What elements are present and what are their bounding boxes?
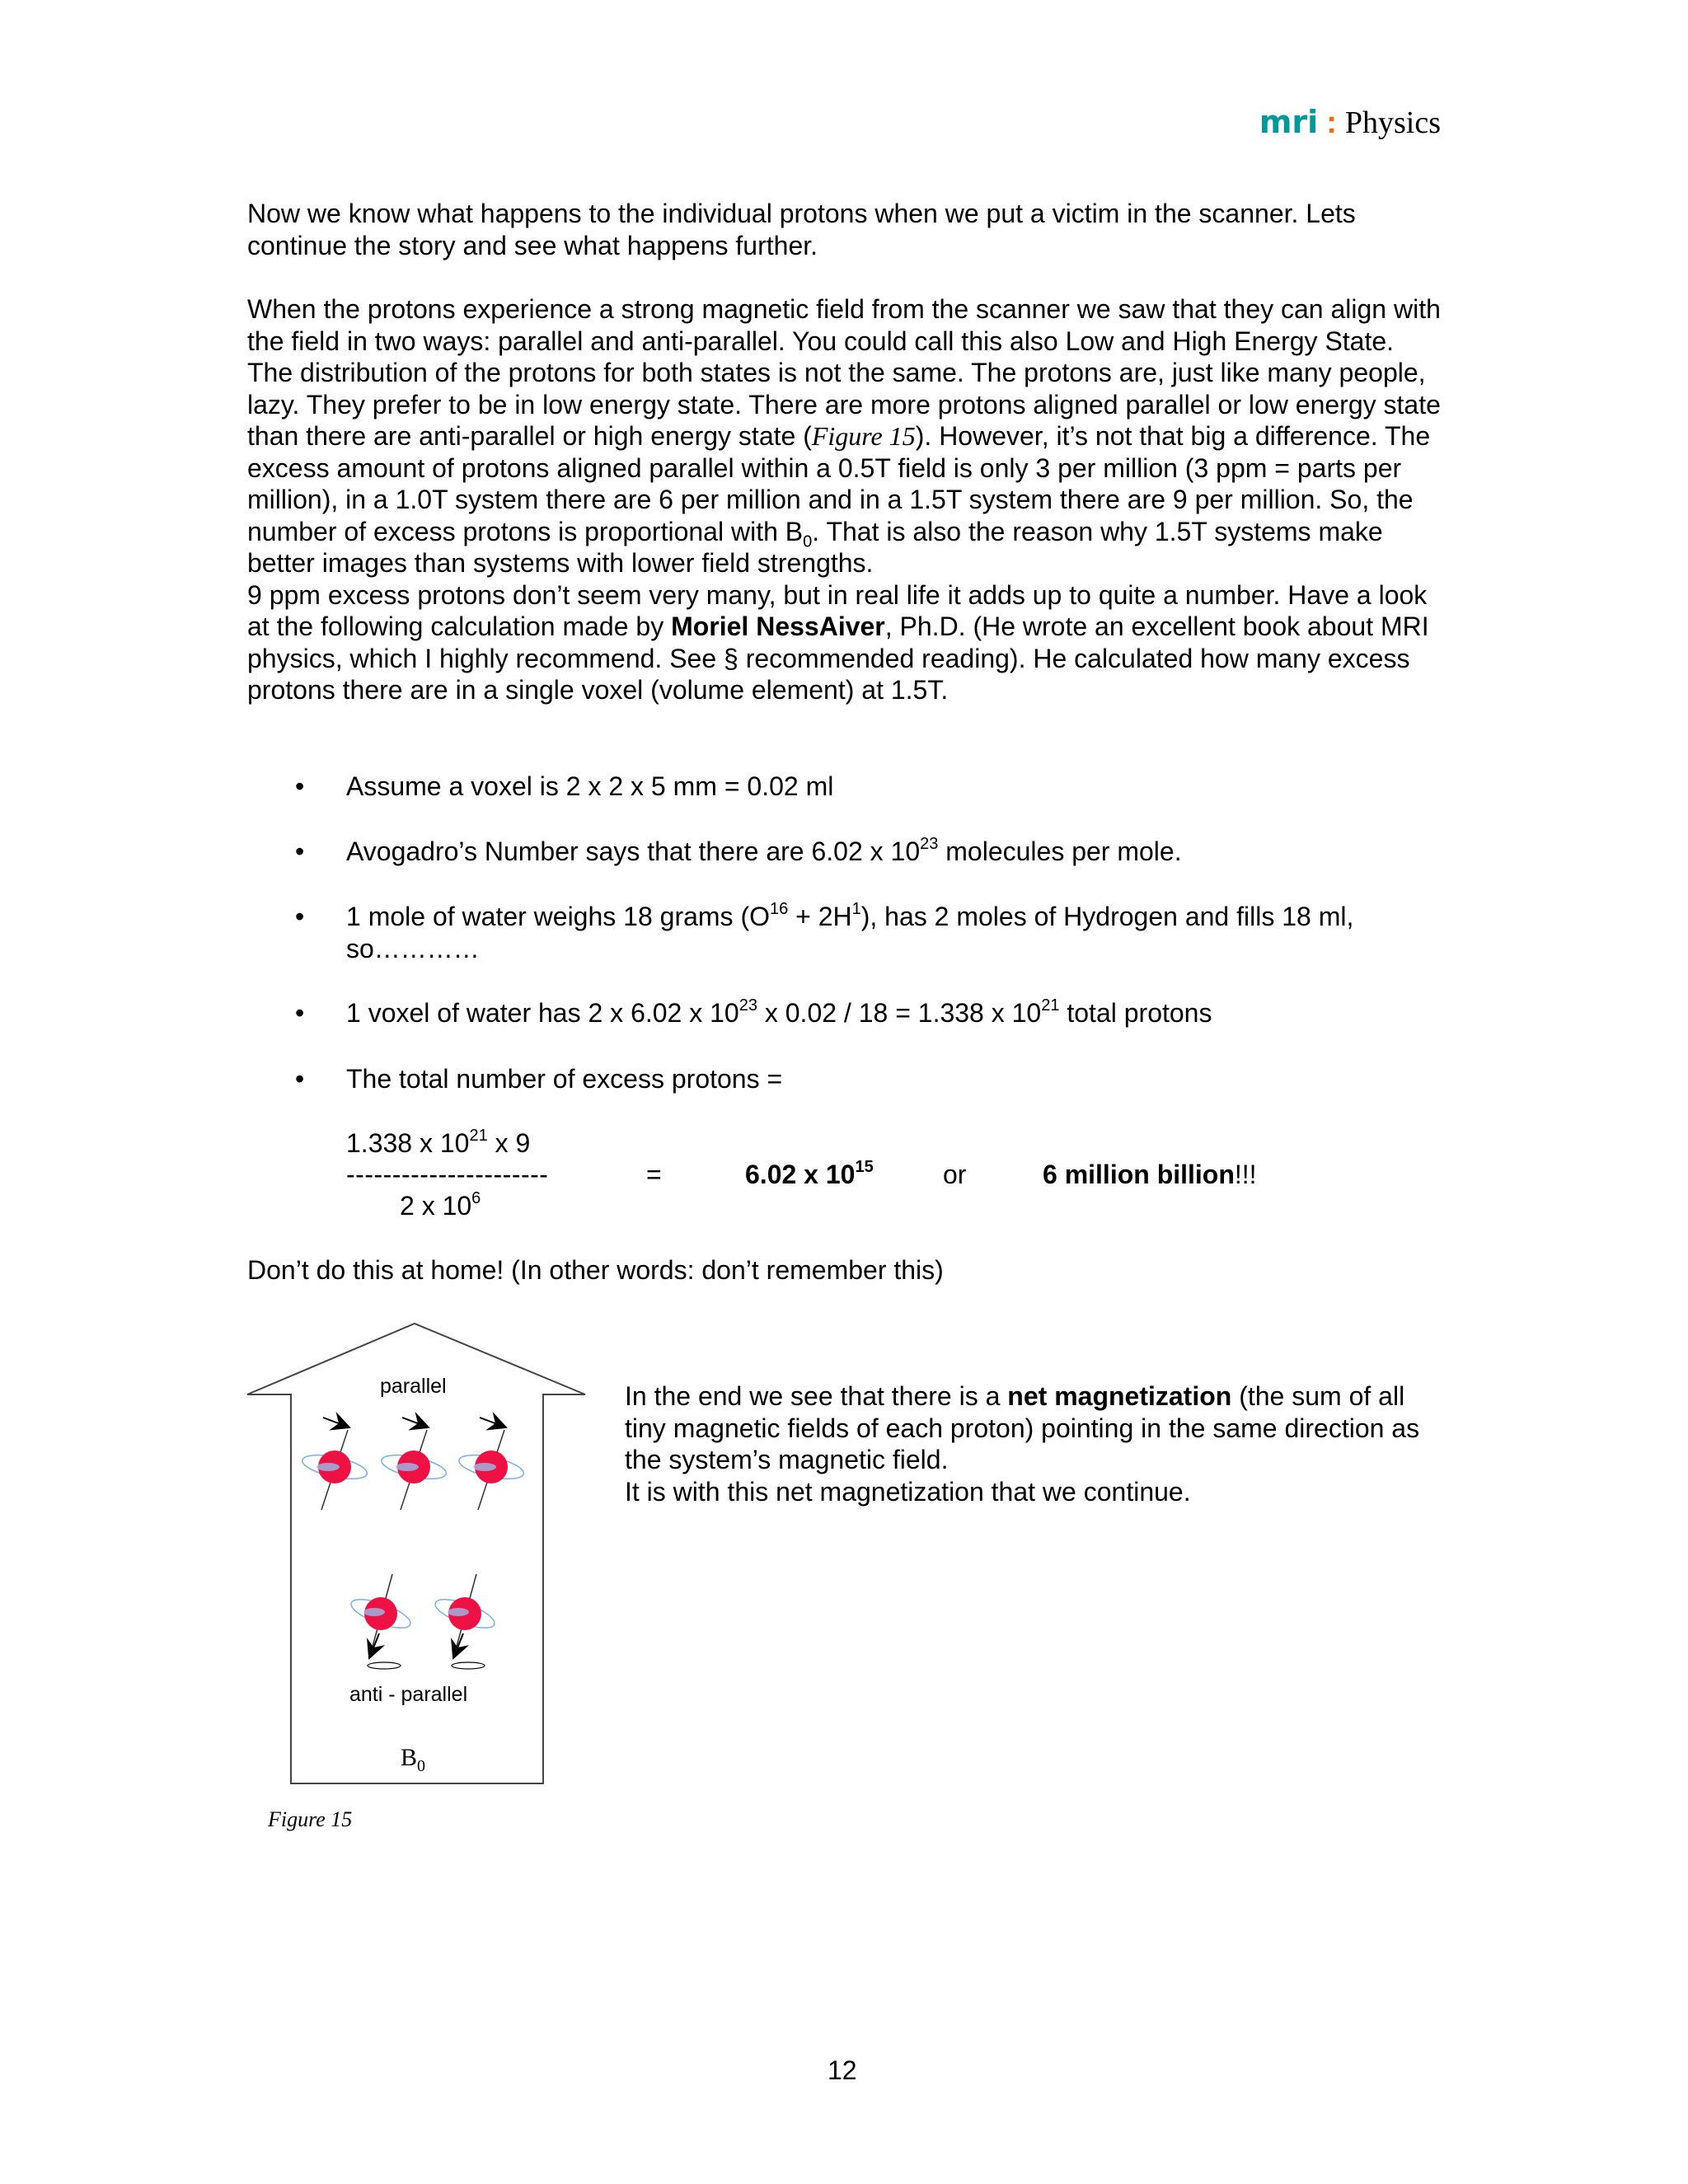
paragraph-4 [247, 579, 1451, 706]
header-colon: : [1326, 105, 1337, 140]
antiparallel-label: anti - parallel [349, 1683, 468, 1706]
header-title: Physics [1344, 105, 1441, 140]
page-header [1259, 104, 1441, 141]
p3-text-a: The distribution of the protons for both states is not the same. The protons are, just like many people, lazy. They prefer to be in low energy state. There are more protons aligned parallel or low energy state than there are anti-parallel or high energy state ( [247, 358, 1441, 451]
paragraph-1: Now we know what happens to the individual protons when we put a victim in the scanner. Lets continue the story and see what happens further. [247, 199, 1356, 260]
figure-15 [244, 1319, 590, 1788]
paragraph-3 [247, 357, 1451, 579]
paragraph-2: When the protons experience a strong magnetic field from the scanner we saw that they can align with the field in two ways: parallel and anti-parallel. You could call this also Low and High Energy State. [247, 294, 1441, 356]
parallel-proton [457, 1418, 525, 1510]
header-brand: mri [1259, 104, 1319, 140]
calculation-result: 6.02 x $10^{15}$ [745, 1158, 874, 1189]
p3-subscript: 0 [803, 532, 813, 551]
bullet-icon: • [295, 998, 305, 1028]
p4-text-b: , Ph.D. (He wrote an excellent book about MRI physics, which I highly recommend. See § recommended reading). He calculated how many excess protons there are in a single voxel (volume element) at 1.5T. [247, 612, 1429, 705]
b0-label: $B_0$ [401, 1744, 426, 1775]
list-item-text: 1 mole of water weighs 18 grams $(O^{16} + 2H^1)$, has 2 moles of Hydrogen and fills 18 ml, so………… [346, 900, 1354, 963]
fraction-line: ---------------------- [346, 1160, 549, 1189]
list-item-text: 1 voxel of water has 2 x 6.02 x $10^{23}$ x 0.02 / 18 = 1.338 x $10^{21}$ total protons [346, 996, 1212, 1028]
p3-text-c: . That is also the reason why 1.5T systems make better images than systems with lower field strengths. [247, 516, 1383, 578]
paragraph-intro [247, 198, 1451, 261]
net-magnetization-text: In the end we see that there is a net magnetization (the sum of all tiny magnetic fields of each proton) pointing in the same direction as the system’s magnetic field. It is with this net magnetization that we continue. [625, 1381, 1420, 1507]
paragraph-block [247, 293, 1451, 706]
or-word: or [943, 1160, 967, 1189]
bullet-icon: • [295, 1064, 305, 1094]
figure-reference[interactable]: Figure 15 [811, 421, 916, 451]
antiparallel-proton [348, 1574, 414, 1669]
bullet-icon: • [295, 771, 305, 801]
bullet-icon: • [295, 837, 305, 866]
equals-sign: = [646, 1160, 662, 1189]
list-item-text: The total number of excess protons = [346, 1064, 783, 1094]
net-magnetization-term: net magnetization [1007, 1381, 1232, 1411]
fraction-denominator: 2 x $10^6$ [400, 1189, 481, 1221]
list-item-text: Avogadro’s Number says that there are 6.02 x $10^{23}$ molecules per mole. [346, 835, 1182, 866]
parallel-label: parallel [380, 1375, 447, 1398]
p3-text-b: ). However, it’s not that big a difference. The excess amount of protons aligned parallel within a 0.5T field is only 3 per million (3 ppm = parts per million), in a 1.0T system there are 6 per million and in a 1.5T system there are 9 per million. So, the number of excess protons is proportional with B [247, 421, 1431, 546]
fraction-numerator: 1.338 x $10^{21}$ x 9 [346, 1127, 531, 1158]
author-name: Moriel NessAiver [671, 612, 885, 641]
p4-text-a: 9 ppm excess protons don’t seem very many, but in real life it adds up to quite a number. Have a look at the following calculation made by [247, 579, 1428, 641]
closing-remark: Don’t do this at home! (In other words: don’t remember this) [247, 1255, 944, 1285]
page-number: 12 [828, 2055, 857, 2085]
result-in-words: 6 million billion!!! [1043, 1160, 1257, 1189]
antiparallel-proton [432, 1574, 498, 1669]
bullet-icon: • [295, 902, 305, 931]
parallel-proton [379, 1418, 448, 1510]
figure-caption: Figure 15 [268, 1807, 353, 1831]
parallel-proton [300, 1418, 368, 1510]
list-item-text: Assume a voxel is 2 x 2 x 5 mm = 0.02 ml [346, 771, 834, 801]
